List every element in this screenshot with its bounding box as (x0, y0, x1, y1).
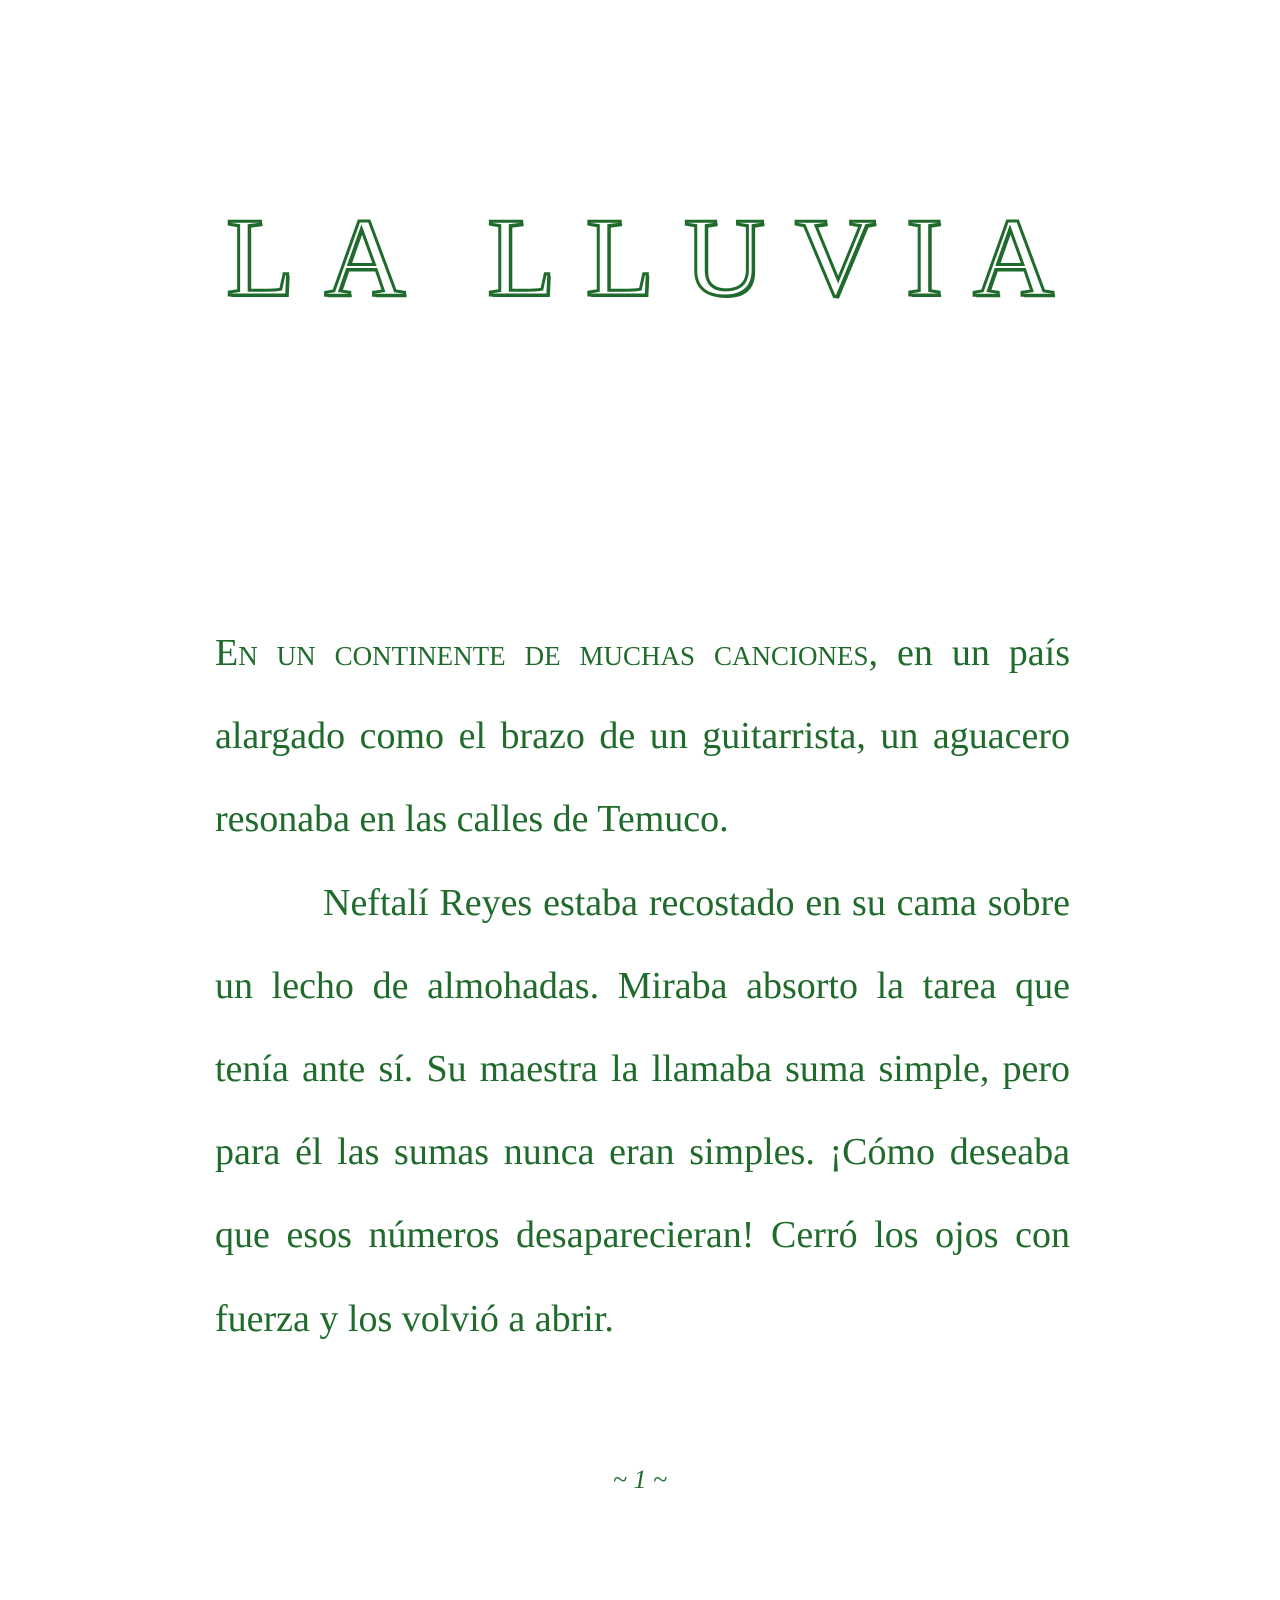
page-number: ~ 1 ~ (612, 1465, 668, 1494)
paragraph-1 (215, 612, 1070, 862)
paragraph-2-text: Neftalí Reyes estaba recostado en su cama sobre un lecho de almohadas. Miraba absorto la tarea que tenía ante sí. Su maestra la llamaba suma simple, pero para él las sumas nunca eran simples. ¡Cómo deseaba que esos números desaparecieran! Cerró los ojos con fuerza y los volvió a abrir. (215, 881, 1070, 1340)
opening-smallcaps: En un continente de muchas canciones, (215, 632, 879, 674)
chapter-title: LA LLUVIA (226, 196, 1084, 320)
body-text (215, 612, 1070, 1361)
paragraph-2 (215, 862, 1070, 1361)
paragraph-1-text: en un país alargado como el brazo de un guitarrista, un aguacero resonaba en las calles de Temuco. (215, 632, 1071, 841)
